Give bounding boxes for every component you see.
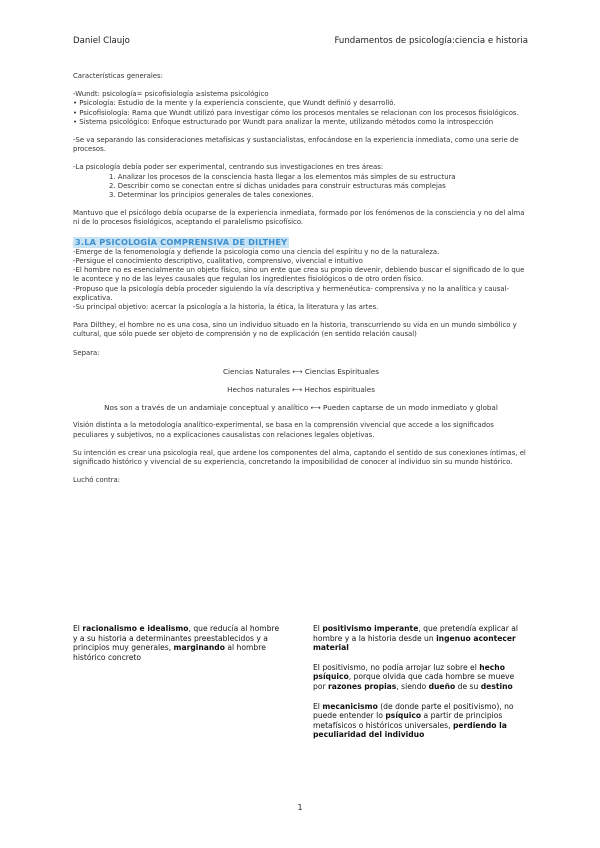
contrast-pair: Nos son a través de un andamiaje conceptual y analítico ⟷ Pueden captarse de un modo inmediato y global bbox=[104, 403, 498, 413]
right-column bbox=[313, 624, 529, 750]
bold-run: destino bbox=[480, 681, 513, 691]
text-run: El bbox=[73, 624, 83, 633]
text-run: al hombre histórico concreto bbox=[73, 643, 266, 662]
left-column bbox=[73, 624, 283, 750]
bold-run: marginando bbox=[173, 643, 225, 653]
positivismo-paragraph bbox=[313, 624, 529, 653]
paragraph-dilthey: Para Dilthey, el hombre no es una cosa, sino un individuo situado en la historia, transcurriendo su vida en un mundo simbólico y cultural, que sólo puede ser objeto de comprensión y no de explicación (en sentido relación causal) bbox=[73, 321, 517, 339]
racionalismo-paragraph bbox=[73, 624, 283, 662]
paragraph-mantuvo: Mantuvo que el psicólogo debía ocuparse de la experiencia inmediata, formado por los fenómenos de la consciencia y no del alma ni de lo procesos fisiológicos, aceptando el paralelismo psicofísico. bbox=[73, 209, 525, 227]
dilthey-line: -Propuso que la psicología debía proceder siguiendo la vía descriptiva y hermenéutica- comprensiva y no la analítica y causal- explicativa. bbox=[73, 284, 509, 302]
text-run: , que reducía al hombre y a su historia a determinantes preestablecidos y a principios muy generales, bbox=[73, 624, 280, 653]
hecho-psiquico-paragraph bbox=[313, 663, 529, 692]
document-body bbox=[73, 72, 529, 486]
text-run: , siendo bbox=[396, 681, 429, 691]
dilthey-line: -El hombre no es esencialmente un objeto físico, sino un ente que crea su propio devenir, debiendo buscar el significado de lo que le acontece y no de las leyes causales que regulan los ingredientes fisiológicos o de otro orden físico. bbox=[73, 266, 525, 284]
section-title: 3.LA PSICOLOGÍA COMPRENSIVA DE DILTHEY bbox=[75, 236, 288, 247]
wundt-line: • Psicología: Estudio de la mente y la experiencia consciente, que Wundt definió y desarrolló. bbox=[73, 99, 396, 108]
wundt-line: -Wundt: psicología= psicofisiología ≥sistema psicológico bbox=[73, 90, 269, 99]
bold-run: psíquico bbox=[385, 711, 422, 721]
bold-run: positivismo imperante bbox=[322, 624, 419, 633]
text-run: a partir de principios metafísicos o históricos universales, bbox=[313, 711, 503, 730]
dilthey-line: -Su principal objetivo: acercar la psicología a la historia, la ética, la literatura y las artes. bbox=[73, 303, 379, 312]
bold-run: hecho psíquico bbox=[313, 662, 505, 682]
text-run: (de donde parte el positivismo), no puede entender lo bbox=[313, 701, 514, 721]
separa-label: Separa: bbox=[73, 348, 100, 357]
text-run: El bbox=[313, 701, 323, 711]
wundt-line: • Psicofisiología: Rama que Wundt utilizó para investigar cómo los procesos mentales se relacionan con los procesos fisiológicos. bbox=[73, 108, 519, 117]
bold-run: ingenuo acontecer material bbox=[313, 633, 516, 653]
bold-run: perdiendo la peculiaridad del individuo bbox=[313, 720, 507, 740]
bold-run: racionalismo e idealismo bbox=[82, 624, 189, 633]
paragraph-vision: Visión distinta a la metodología analítico-experimental, se basa en la comprensión vivencial que accede a los significados peculiares y subjetivos, no a explicaciones causalistas con relaciones legales objetivas. bbox=[73, 421, 494, 439]
paragraph-experimental: -La psicología debía poder ser experimental, centrando sus investigaciones en tres áreas: bbox=[73, 163, 384, 172]
text-run: , que pretendía explicar al hombre y a la historia desde un bbox=[313, 624, 518, 643]
area-item: 2. Describir como se conectan entre si dichas unidades para construir estructuras más complejas bbox=[109, 181, 446, 190]
contrast-pair: Ciencias Naturales ⟷ Ciencias Espirituales bbox=[222, 366, 380, 376]
wundt-line: • Sistema psicológico: Enfoque estructurado por Wundt para analizar la mente, utilizando métodos como la introspección bbox=[73, 117, 494, 126]
area-item: 1. Analizar los procesos de la consciencia hasta llegar a los elementos más simples de su estructura bbox=[109, 172, 456, 181]
bold-run: mecanicismo bbox=[322, 701, 378, 711]
text-run: , porque olvida que cada hombre se mueve por bbox=[313, 672, 515, 691]
text-run: de su bbox=[455, 681, 481, 691]
text-run: El positivismo, no podía arrojar luz sobre el bbox=[313, 662, 480, 672]
header-subject: Fundamentos de psicología:ciencia e historia bbox=[334, 36, 528, 46]
header-author: Daniel Claujo bbox=[73, 36, 130, 46]
paragraph-separando: -Se va separando las consideraciones metafísicas y sustancialistas, enfocándose en la experiencia inmediata, como una serie de procesos. bbox=[73, 136, 519, 154]
area-item: 3. Determinar los principios generales de tales conexiones. bbox=[109, 191, 314, 200]
bold-run: razones propias bbox=[328, 681, 397, 691]
paragraph-intencion: Su intención es crear una psicología real, que ardene los componentes del alma, captando el sentido de sus conexiones íntimas, el significado histórico y vivencial de su experiencia, concretando la imposibilidad de conocer al individuo sin su mundo histórico. bbox=[73, 448, 526, 467]
dilthey-line: -Emerge de la fenomenología y defiende la psicología como una ciencia del espíritu y no de la naturaleza. bbox=[73, 247, 440, 256]
text-run: El bbox=[313, 624, 323, 633]
lucho-label: Luchó contra: bbox=[73, 476, 121, 485]
contrast-pair: Hechos naturales ⟷ Hechos espirituales bbox=[227, 385, 375, 395]
page-number: 1 bbox=[297, 803, 303, 812]
dilthey-line: -Persigue el conocimiento descriptivo, cualitativo, comprensivo, vivencial e intuitivo bbox=[73, 257, 363, 266]
heading-general: Características generales: bbox=[73, 72, 163, 80]
bold-run: dueño bbox=[428, 681, 456, 691]
contrast-columns bbox=[73, 624, 529, 750]
mecanicismo-paragraph bbox=[313, 702, 529, 740]
